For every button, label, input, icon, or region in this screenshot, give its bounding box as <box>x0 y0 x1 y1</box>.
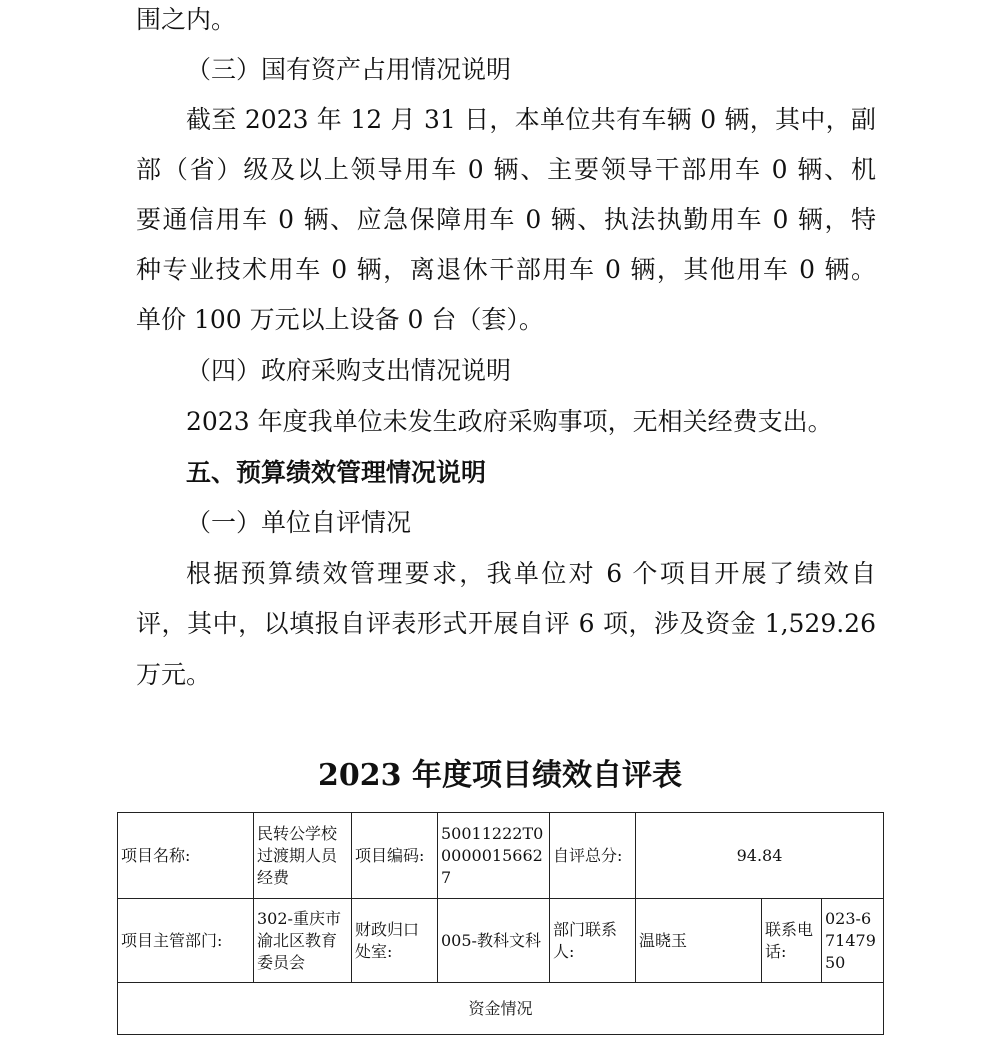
funds-section-header: 资金情况 <box>118 983 884 1035</box>
paragraph-vehicles-line1: 截至 2023 年 12 月 31 日，本单位共有车辆 0 辆，其中，副 <box>186 105 876 134</box>
table-row <box>118 983 884 1035</box>
paragraph-evaluation-line3: 万元。 <box>136 660 212 689</box>
contact-phone-label: 联系电话: <box>762 899 822 983</box>
subsection-heading-self-evaluation: （一）单位自评情况 <box>186 508 412 537</box>
department-label: 项目主管部门: <box>118 899 254 983</box>
contact-person-value: 温晓玉 <box>636 899 762 983</box>
finance-office-label: 财政归口处室: <box>352 899 438 983</box>
section-heading-performance: 五、预算绩效管理情况说明 <box>186 458 487 487</box>
table-title: 2023 年度项目绩效自评表 <box>318 758 682 793</box>
paragraph-procurement: 2023 年度我单位未发生政府采购事项，无相关经费支出。 <box>186 407 833 436</box>
table-row <box>118 899 884 983</box>
section-heading-assets: （三）国有资产占用情况说明 <box>186 55 512 84</box>
paragraph-continuation: 围之内。 <box>136 5 237 34</box>
finance-office-value: 005-教科文科 <box>438 899 550 983</box>
paragraph-vehicles-line5: 单价 100 万元以上设备 0 台（套）。 <box>136 305 544 334</box>
performance-table <box>117 812 884 1035</box>
project-code-label: 项目编码: <box>352 813 438 899</box>
project-name-label: 项目名称: <box>118 813 254 899</box>
table-row <box>118 813 884 899</box>
paragraph-evaluation-line1: 根据预算绩效管理要求，我单位对 6 个项目开展了绩效自 <box>186 559 876 588</box>
self-score-value: 94.84 <box>636 813 884 899</box>
project-name-value: 民转公学校过渡期人员经费 <box>254 813 352 899</box>
self-score-label: 自评总分: <box>550 813 636 899</box>
contact-person-label: 部门联系人: <box>550 899 636 983</box>
paragraph-vehicles-line3: 要通信用车 0 辆、应急保障用车 0 辆、执法执勤用车 0 辆，特 <box>136 205 876 234</box>
paragraph-vehicles-line4: 种专业技术用车 0 辆，离退休干部用车 0 辆，其他用车 0 辆。 <box>136 255 876 284</box>
project-code-value: 50011222T000000156627 <box>438 813 550 899</box>
paragraph-evaluation-line2: 评，其中，以填报自评表形式开展自评 6 项，涉及资金 1,529.26 <box>136 609 876 638</box>
department-value: 302-重庆市渝北区教育委员会 <box>254 899 352 983</box>
section-heading-procurement: （四）政府采购支出情况说明 <box>186 356 512 385</box>
paragraph-vehicles-line2: 部（省）级及以上领导用车 0 辆、主要领导干部用车 0 辆、机 <box>136 155 876 184</box>
contact-phone-value: 023-67147950 <box>822 899 884 983</box>
